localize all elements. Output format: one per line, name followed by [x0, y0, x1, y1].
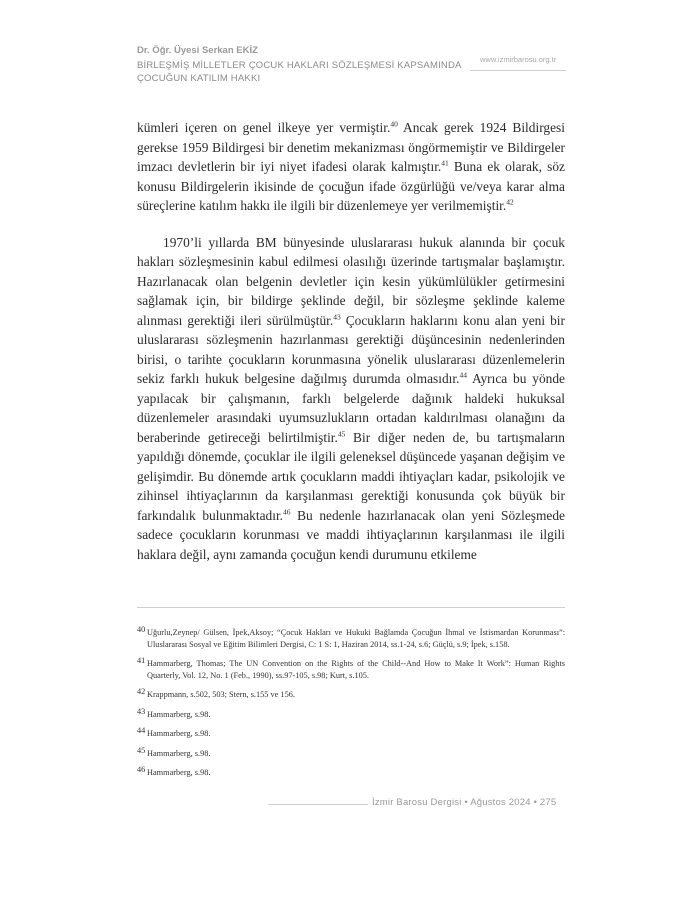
footnote-ref: 42 [506, 197, 514, 207]
footnote [137, 627, 565, 650]
paragraph-2 [137, 233, 565, 565]
header-url: www.izmirbarosu.org.tr [480, 55, 557, 64]
header-title [137, 59, 497, 85]
footnote-ref: 41 [441, 158, 449, 168]
footnote [137, 728, 565, 740]
footnote-number: 43 [137, 706, 146, 716]
body-text [137, 118, 565, 564]
paragraph-text: Çocukların haklarını konu alan yeni bir uluslararası sözleşmenin hazırlanması gerektiği düşüncesinin nedenlerinden birisi, o tarihte çocukların korunmasına yönelik uluslararası düzenlemelerin sekiz farklı hukuk belgesine dağılmış durumda olmasıdır. [137, 312, 565, 386]
footnote-text: Hammarberg, s.98. [147, 748, 211, 758]
footnote-number: 40 [137, 625, 146, 634]
paragraph-text: Ayrıca bu yönde yapılacak bir çalışmanın, farklı belgelerde dağınık haldeki hukuksal düzenlemeler arasındaki uyumsuzlukların ortadan kaldırılması olanağını da beraberinde getireceği belirtilmiştir. [137, 371, 565, 445]
paragraph-text: kümleri içeren on genel ilkeye yer vermiştir. [137, 120, 391, 135]
footer-journal-info: İzmir Barosu Dergisi • Ağustos 2024 • 275 [372, 797, 557, 808]
footnote-number: 42 [137, 687, 146, 696]
footnote-number: 45 [137, 745, 146, 755]
footnote-text: Hammarberg, s.98. [147, 709, 211, 719]
paragraph-text: Bir diğer neden de, bu tartışmaların yapıldığı dönemde, çocuklar ile ilgili geleneksel düşüncede yaşanan değişim ve gelişimdir. Bu dönemde artık çocukların maddi ihtiyaçları kadar, psikolojik ve zihinsel ihtiyaçlarının da karşılanması gerektiği konusunda çok büyük bir farkındalık bulunmaktadır. [137, 429, 566, 523]
footnote-divider [137, 607, 565, 608]
footnotes [137, 627, 565, 787]
paragraph-text: Ancak gerek 1924 Bildirgesi gerekse 1959 Bildirgesi bir denetim mekanizması öngörmemiştir ve Bildirgeler imzacı devletlerin bir iyi niyet ifadesi olarak kalmıştır. [137, 120, 565, 174]
paragraph-1 [137, 118, 565, 216]
footnote-text: Uğurlu,Zeynep/ Gülsen, İpek,Aksoy; “Çocuk Hakları ve Hukuki Bağlamda Çocuğun İhmal ve İstismardan Korunması”: Uluslararası Sosyal ve Eğitim Bilimleri Dergisi, C: 1 S: 1, Haziran 2014, ss.1-24, s.6; Güçlü, s.9; İpek, s.158. [147, 628, 565, 649]
footnote-ref: 46 [283, 507, 291, 517]
header-divider [470, 70, 566, 71]
paragraph-text: Buna ek olarak, söz konusu Bildirgelerin ikisinde de çocuğun ifade özgürlüğü ve/veya karar alma süreçlerine katılım hakkı ile ilgili bir düzenlemeye yer verilmemiştir. [137, 159, 565, 213]
footnote [137, 745, 565, 760]
footnote-text: Krappmann, s.502, 503; Stern, s.155 ve 156. [147, 690, 295, 699]
footnote-number: 41 [137, 656, 146, 665]
footnote-number: 46 [137, 765, 146, 774]
footnote-text: Hammarberg, Thomas; The UN Convention on the Rights of the Child--And How to Make It Work”: Human Rights Quarterly, Vol. 12, No. 1 (Feb., 1990), ss.97-105, s.98; Kurt, s.105. [147, 659, 565, 680]
footnote-text: Hammarberg, s.98. [147, 729, 211, 738]
footnote-ref: 44 [459, 370, 467, 380]
header-title-line-1: BİRLEŞMİŞ MİLLETLER ÇOCUK HAKLARI SÖZLEŞMESİ KAPSAMINDA [137, 60, 462, 71]
footnote-ref: 45 [337, 429, 346, 439]
footnote-text: Hammarberg, s.98. [147, 768, 211, 777]
footer-divider [268, 804, 368, 805]
footnote-number: 44 [137, 726, 146, 735]
footnote [137, 689, 565, 701]
footnote-ref: 40 [390, 119, 398, 129]
paragraph-text: Bu nedenle hazırlanacak olan yeni Sözleşmede sadece çocukların korunması ve maddi ihtiyaçlarının karşılanması ile ilgili haklara değil, aynı zamanda çocuğun kendi durumunu etkileme [137, 507, 565, 562]
footnote [137, 658, 565, 681]
footnote [137, 767, 565, 779]
header-author: Dr. Öğr. Üyesi Serkan EKİZ [137, 45, 258, 56]
paragraph-text: 1970’li yıllarda BM bünyesinde uluslararası hukuk alanında bir çocuk hakları sözleşmesinin kabul edilmesi olasılığı üzerinde tartışmalar başlamıştır. Hazırlanacak olan belgenin devletler için kesin yükümlülükler getirmesini sağlamak için, bir bildirge şeklinde değil, bir sözleşme şeklinde kaleme alınması gerektiği ileri sürülmüştür. [137, 234, 565, 328]
header-title-line-2: ÇOCUĞUN KATILIM HAKKI [137, 73, 261, 84]
footnote [137, 706, 565, 721]
footnote-ref: 43 [333, 312, 341, 322]
